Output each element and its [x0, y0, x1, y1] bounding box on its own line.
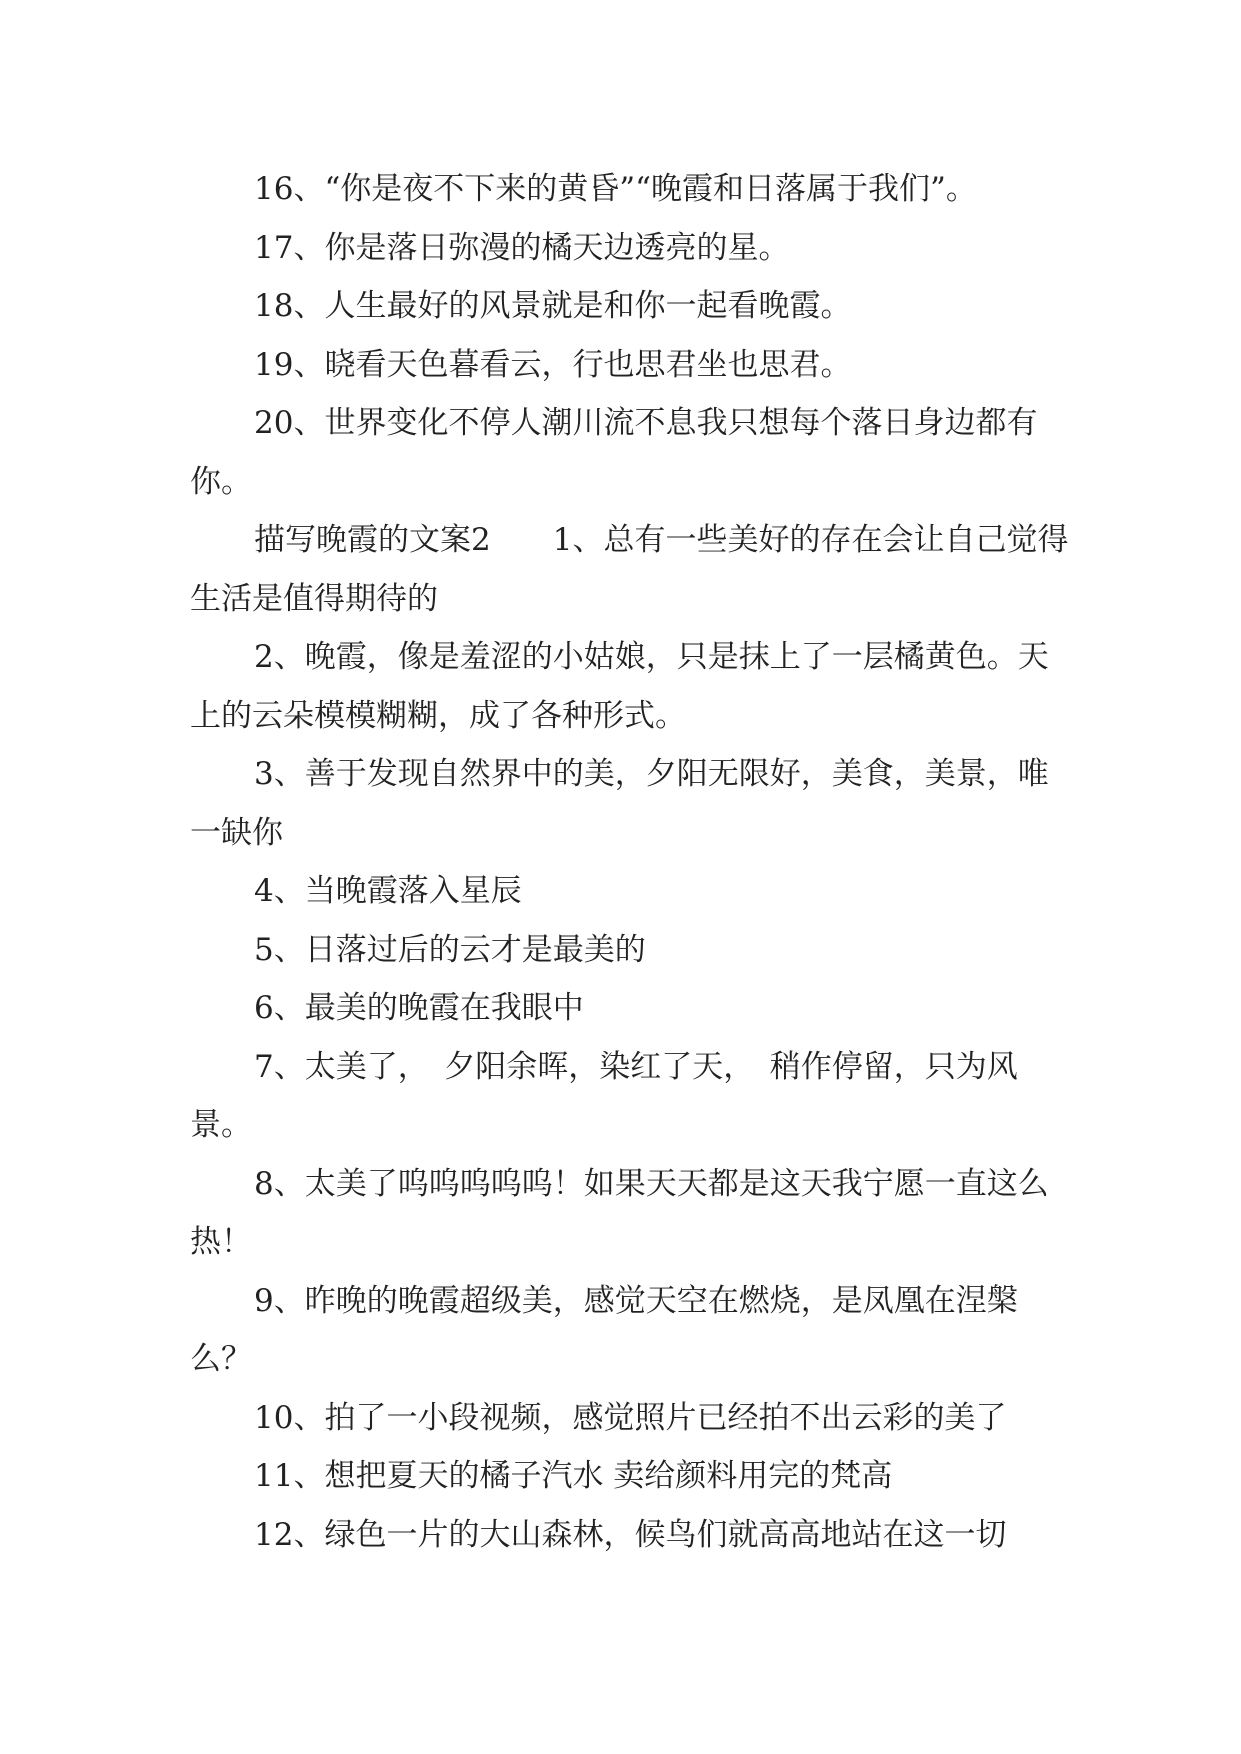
paragraph-10: 10、拍了一小段视频，感觉照片已经拍不出云彩的美了: [254, 1399, 1007, 1436]
paragraph-20: 20、世界变化不停人潮川流不息我只想每个落日身边都有你。: [190, 405, 1038, 500]
paragraph-5: 5、日落过后的云才是最美的: [254, 931, 646, 968]
paragraph-3: 3、善于发现自然界中的美，夕阳无限好，美食，美景，唯一缺你: [190, 756, 1049, 851]
document-body: [190, 160, 1070, 1564]
paragraph-6: 6、最美的晚霞在我眼中: [254, 990, 584, 1026]
paragraph-16: 16、“你是夜不下来的黄昏”“晚霞和日落属于我们”。: [254, 171, 977, 207]
paragraph-19: 19、晓看天色暮看云，行也思君坐也思君。: [254, 346, 852, 383]
paragraph-18: 18、人生最好的风景就是和你一起看晚霞。: [254, 288, 852, 324]
paragraph-9: 9、昨晚的晚霞超级美，感觉天空在燃烧，是凤凰在涅槃么？: [190, 1282, 1018, 1377]
paragraph-7: 7、太美了， 夕阳余晖，染红了天， 稍作停留，只为风景。: [190, 1048, 1018, 1143]
paragraph-8: 8、太美了呜呜呜呜呜！如果天天都是这天我宁愿一直这么热！: [190, 1165, 1049, 1260]
paragraph-4: 4、当晚霞落入星辰: [254, 873, 522, 909]
paragraph-17: 17、你是落日弥漫的橘天边透亮的星。: [254, 229, 790, 266]
paragraph-12: 12、绿色一片的大山森林，候鸟们就高高地站在这一切: [254, 1516, 1007, 1553]
paragraph-11: 11、想把夏天的橘子汽水 卖给颜料用完的梵高: [254, 1458, 893, 1494]
section-heading-paragraph: 描写晚霞的文案2 1、总有一些美好的存在会让自己觉得生活是值得期待的: [190, 522, 1069, 617]
paragraph-2: 2、晚霞，像是羞涩的小姑娘，只是抹上了一层橘黄色。天上的云朵模模糊糊，成了各种形式。: [190, 639, 1049, 734]
